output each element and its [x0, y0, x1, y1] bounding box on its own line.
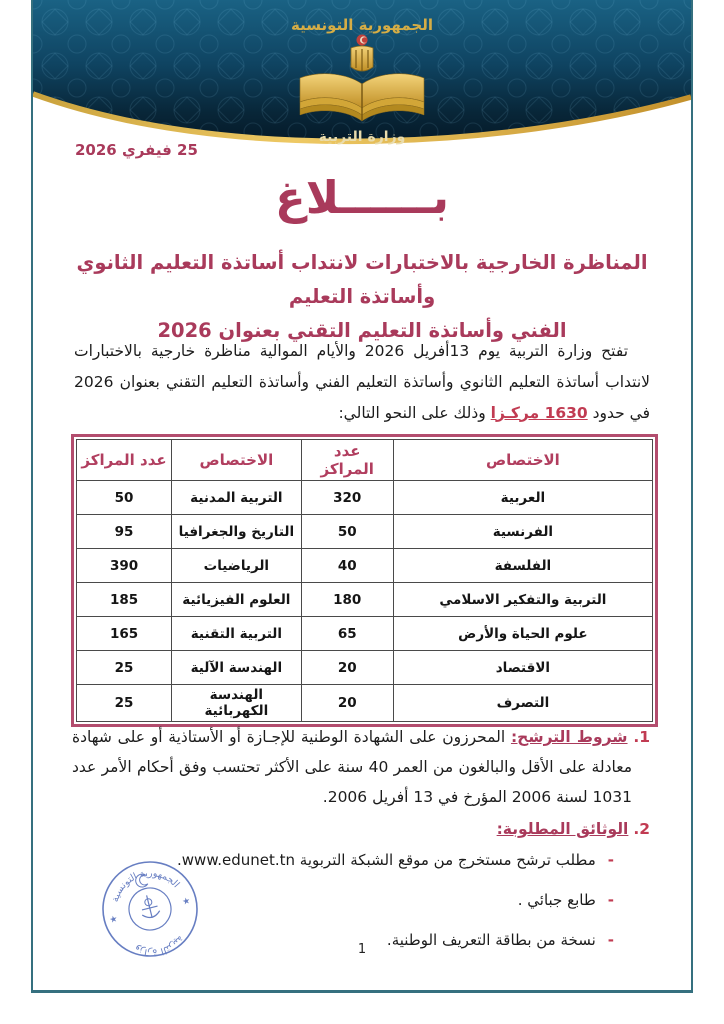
- conditions-text: المحرزون على الشهادة الوطنية للإجـازة أو الأستاذية أو على شهادة معادلة على الأقل والبالغون من العمر 40 سنة على الأكثر تحتسب وفق أحكام الأمر عدد 1031 لسنة 2006 المؤرخ في 13 أفريل 2006.: [72, 728, 632, 806]
- table-row: الفرنسية 50 التاريخ والجغرافيا 95: [77, 515, 653, 549]
- page-frame: [31, 0, 693, 993]
- dash-bullet-icon: -: [607, 851, 614, 869]
- centers-table: [76, 439, 653, 722]
- conditions-label: شروط الترشح:: [510, 728, 628, 746]
- centers-table-wrapper: [71, 434, 658, 727]
- subtitle-line-2: الفني وأساتذة التعليم التقني بعنوان 2026: [157, 319, 567, 342]
- communique-subtitle: [63, 246, 661, 348]
- header-specialty-right: الاختصاص: [393, 440, 652, 481]
- communique-title: بــــــلاغ: [274, 171, 450, 224]
- table-header-row: [77, 440, 653, 481]
- ministry-calligraphy: وزارة التربية: [318, 129, 406, 145]
- header-centers-left: عدد المراكز: [77, 440, 172, 481]
- intro-text-after: وذلك على النحو التالي:: [338, 403, 491, 422]
- documents-label: الوثائق المطلوبة:: [496, 820, 629, 838]
- centers-total-highlight: 1630 مركـزا: [490, 403, 588, 422]
- list-item: -نسخة من بطاقة التعريف الوطنية.: [386, 931, 614, 949]
- dash-bullet-icon: -: [607, 931, 614, 949]
- republic-calligraphy: الجمهورية التونسية: [291, 16, 433, 34]
- table-row: الفلسفة 40 الرياضيات 390: [77, 549, 653, 583]
- table-row: علوم الحياة والأرض 65 التربية التقنية 165: [77, 617, 653, 651]
- list-item: -طابع جبائي .: [517, 891, 614, 909]
- stamp-star-icon: ★: [108, 914, 119, 926]
- required-documents-item: [72, 814, 650, 844]
- page-number: 1: [357, 942, 367, 957]
- list-item: -مطلب ترشح مستخرج من موقع الشبكة التربوية www.edunet.tn.: [177, 851, 614, 869]
- header-centers-right: عدد المراكز: [301, 440, 393, 481]
- stamp-star-icon: ★: [181, 896, 192, 908]
- table-row: العربية 320 التربية المدنية 50: [77, 481, 653, 515]
- notes-section: [72, 722, 650, 846]
- document-date: 25 فيفري 2026: [75, 141, 198, 159]
- stamp-top-text: الجمهورية التونسية: [109, 867, 182, 904]
- item-number: 2.: [633, 820, 650, 838]
- header-specialty-left: الاختصاص: [172, 440, 302, 481]
- intro-paragraph: [74, 336, 650, 429]
- candidacy-conditions-item: [72, 722, 650, 812]
- subtitle-line-1: المناظرة الخارجية بالاختبارات لانتداب أساتذة التعليم الثانوي وأساتذة التعليم: [76, 251, 648, 308]
- stamp-bottom-text: وزارة التربية: [132, 933, 186, 958]
- table-row: التصرف 20 الهندسة الكهربائية 25: [77, 685, 653, 722]
- dash-bullet-icon: -: [607, 891, 614, 909]
- intro-text-before: تفتح وزارة التربية يوم 13أفريل 2026 والأيام الموالية مناظرة خارجية بالاختبارات لانتداب أساتذة التعليم الثانوي وأساتذة التعليم الفني وأساتذة التعليم التقني بعنوان 2026 في حدود: [74, 341, 650, 422]
- table-row: التربية والتفكير الاسلامي 180 العلوم الفيزيائية 185: [77, 583, 653, 617]
- item-number: 1.: [633, 728, 650, 746]
- ministry-header-banner: [33, 0, 691, 160]
- table-row: الاقتصاد 20 الهندسة الآلية 25: [77, 651, 653, 685]
- stamp-emblem-icon: [138, 893, 161, 920]
